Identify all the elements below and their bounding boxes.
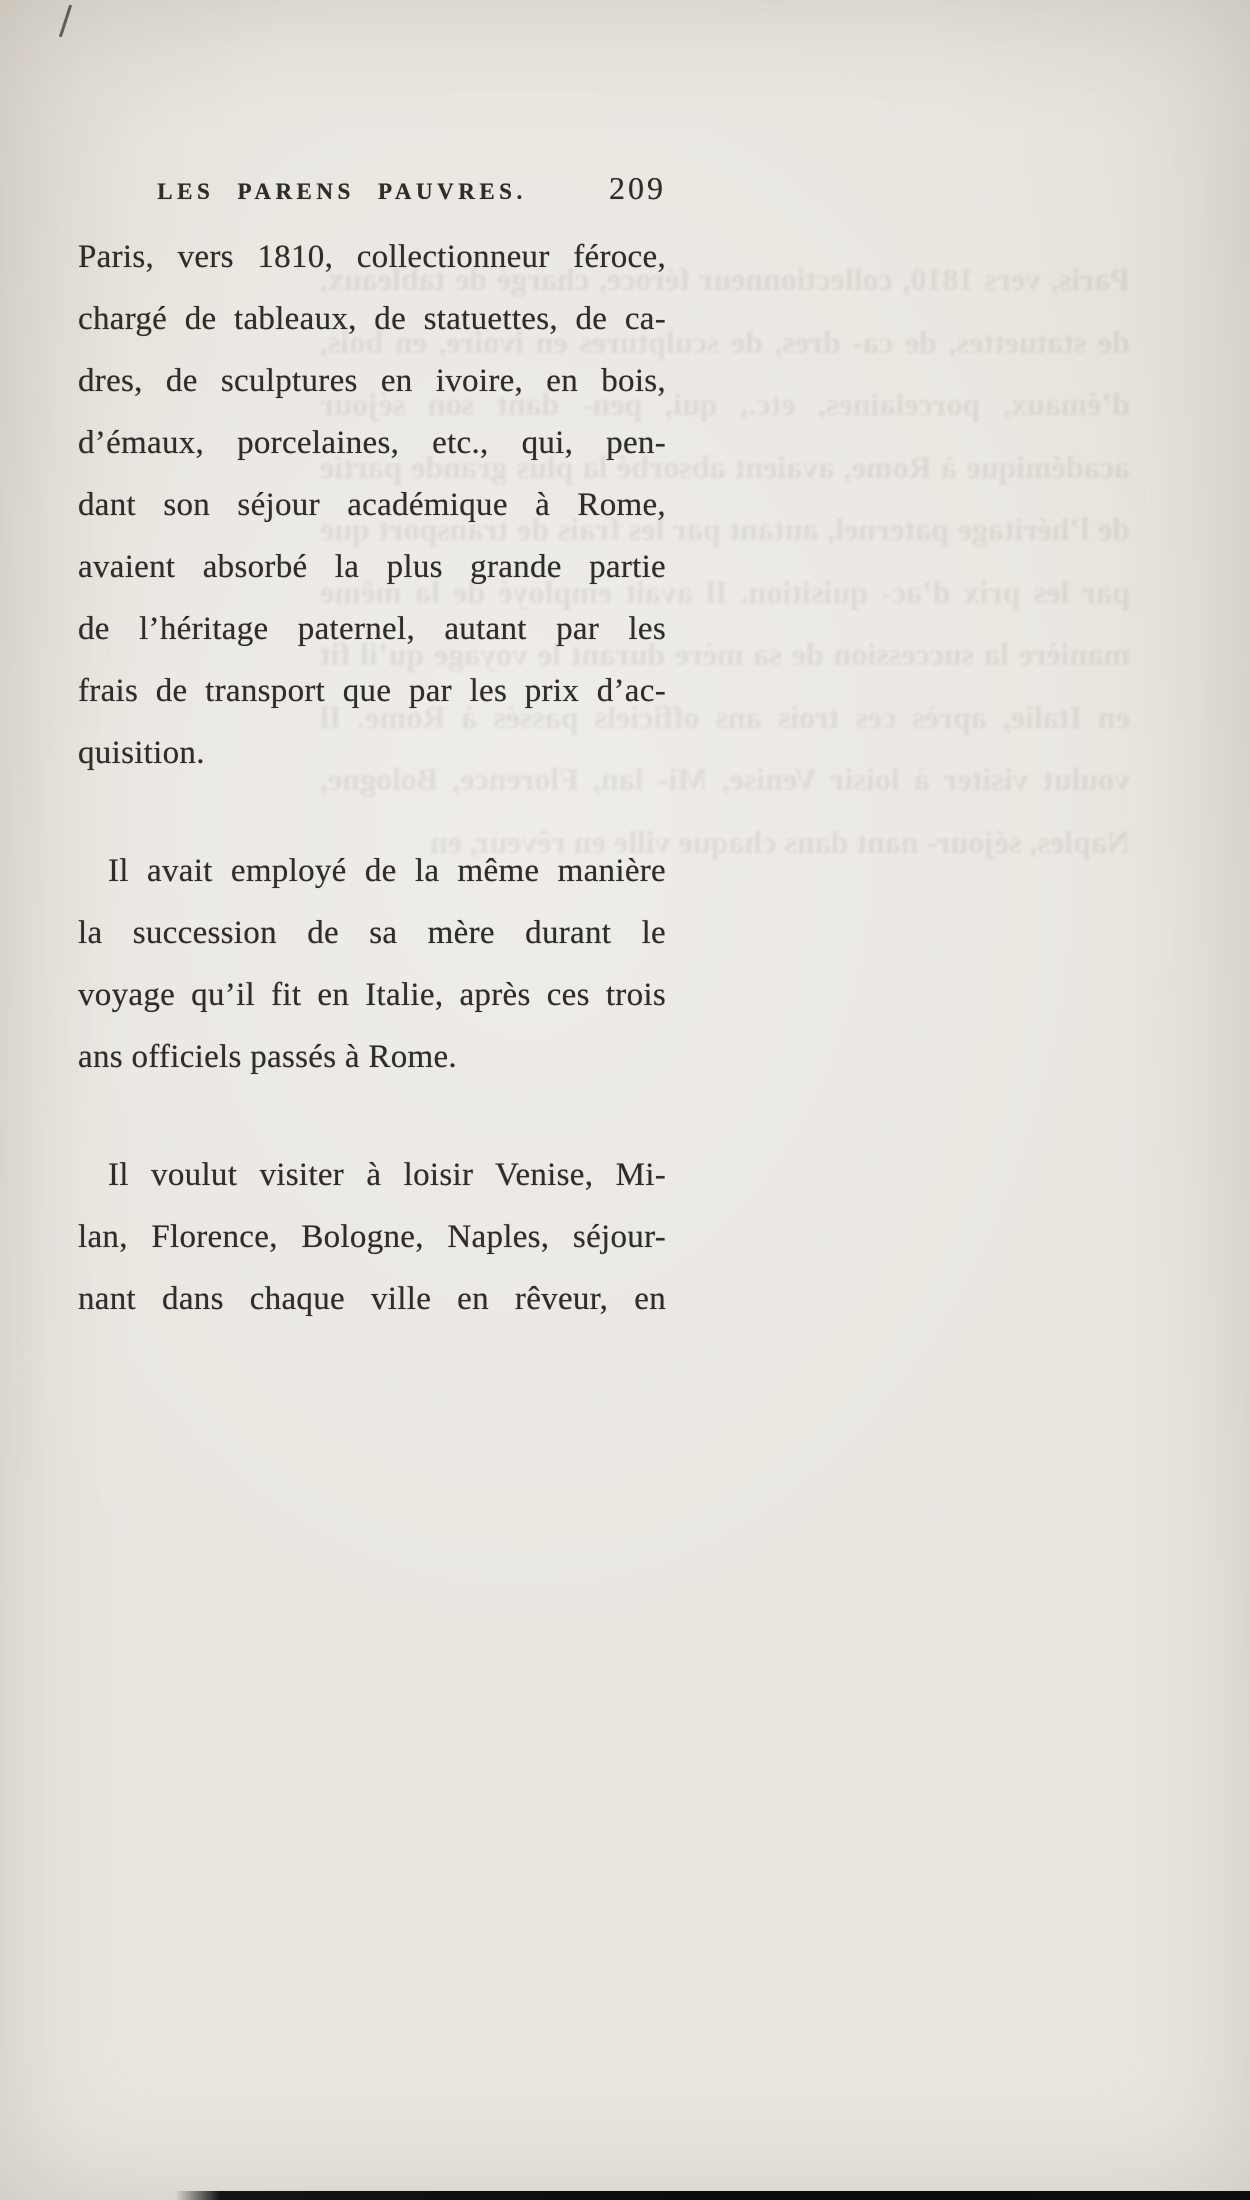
paragraph (78, 1144, 666, 1330)
text-block (78, 226, 666, 1330)
text-line: d’émaux, porcelaines, etc., qui, pen- (78, 425, 666, 461)
text-line: lan, Florence, Bologne, Naples, séjour- (78, 1219, 666, 1255)
text-line: la succession de sa mère durant le (78, 915, 666, 951)
text-line: chargé de tableaux, de statuettes, de ca- (78, 301, 666, 337)
scan-edge-bottom (175, 2191, 1250, 2200)
text-line: Il voulut visiter à loisir Venise, Mi- (108, 1157, 666, 1193)
paragraph (78, 840, 666, 1088)
bleed-through-text: Paris, vers 1810, collectionneur féroce, chargé de tableaux, de statuettes, de ca- dres, de sculptures en ivoire, en bois, d’émaux, porcelaines, etc., qui, pen- dant son séjour académique à Rome, avaient absorbé la plus grande partie de l’héritage paternel, autant par les frais de transport que par les prix d’ac- quisition. Il avait employé de la même manière la succession de sa mère durant le voyage qu’il fit en Italie, après ces trois ans officiels passés à Rome. Il voulut visiter à loisir Venise, Mi- lan, Florence, Bologne, Naples, séjour- nant dans chaque ville en rêveur, en (320, 261, 1130, 860)
text-line: voyage qu’il fit en Italie, après ces trois (78, 977, 666, 1013)
page-header (78, 170, 666, 212)
text-line: de l’héritage paternel, autant par les (78, 611, 666, 647)
text-line: nant dans chaque ville en rêveur, en (78, 1281, 666, 1317)
text-line: Il avait employé de la même manière (108, 853, 666, 889)
text-line: quisition. (78, 735, 205, 771)
paragraph (78, 226, 666, 784)
page-number: 209 (609, 170, 666, 206)
text-line: ans officiels passés à Rome. (78, 1039, 457, 1075)
text-line: avaient absorbé la plus grande partie (78, 549, 666, 585)
text-line: frais de transport que par les prix d’ac- (78, 673, 666, 709)
text-line: dant son séjour académique à Rome, (78, 487, 666, 523)
pen-mark (59, 4, 72, 37)
text-line: dres, de sculptures en ivoire, en bois, (78, 363, 666, 399)
text-line: Paris, vers 1810, collectionneur féroce, (78, 239, 666, 275)
running-title: LES PARENS PAUVRES. (157, 179, 527, 204)
